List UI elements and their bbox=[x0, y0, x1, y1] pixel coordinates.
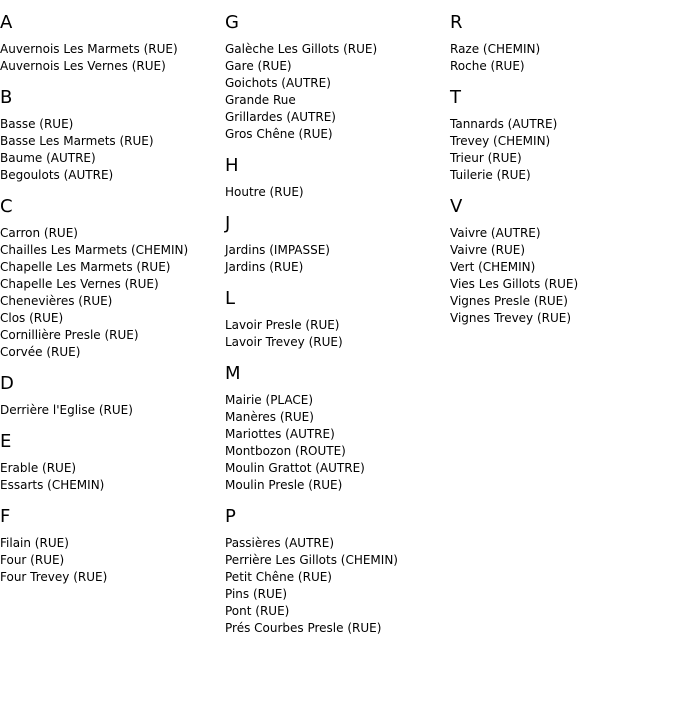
street-entry: Four (RUE) bbox=[0, 553, 65, 567]
street-entry: Manères (RUE) bbox=[225, 410, 314, 424]
street-entry: Basse Les Marmets (RUE) bbox=[0, 134, 154, 148]
index-column-3 bbox=[450, 0, 670, 327]
street-entry: Auvernois Les Vernes (RUE) bbox=[0, 59, 166, 73]
street-entry: Chailles Les Marmets (CHEMIN) bbox=[0, 243, 189, 257]
street-entry: Moulin Grattot (AUTRE) bbox=[225, 461, 365, 475]
street-entry: Mairie (PLACE) bbox=[225, 393, 314, 407]
street-entry: Gare (RUE) bbox=[225, 59, 292, 73]
letter-heading: G bbox=[225, 12, 239, 33]
letter-heading: B bbox=[0, 87, 13, 108]
street-entry: Vignes Presle (RUE) bbox=[450, 294, 568, 308]
street-entry: Grande Rue bbox=[225, 93, 296, 107]
letter-group-c bbox=[0, 196, 220, 361]
letter-heading: P bbox=[225, 506, 236, 527]
street-entry: Jardins (RUE) bbox=[225, 260, 304, 274]
street-entry: Chapelle Les Vernes (RUE) bbox=[0, 277, 159, 291]
street-entry: Roche (RUE) bbox=[450, 59, 525, 73]
letter-heading: R bbox=[450, 12, 463, 33]
street-entry: Tuilerie (RUE) bbox=[450, 168, 531, 182]
letter-group-m bbox=[225, 363, 445, 494]
street-entry: Houtre (RUE) bbox=[225, 185, 304, 199]
street-entry: Begoulots (AUTRE) bbox=[0, 168, 114, 182]
street-entry: Gros Chêne (RUE) bbox=[225, 127, 333, 141]
street-entry: Basse (RUE) bbox=[0, 117, 74, 131]
street-entry: Lavoir Presle (RUE) bbox=[225, 318, 340, 332]
letter-group-a bbox=[0, 12, 220, 75]
letter-group-t bbox=[450, 87, 670, 184]
letter-group-e bbox=[0, 431, 220, 494]
letter-group-r bbox=[450, 12, 670, 75]
street-entry: Auvernois Les Marmets (RUE) bbox=[0, 42, 178, 56]
street-entry: Vies Les Gillots (RUE) bbox=[450, 277, 579, 291]
street-entry: Montbozon (ROUTE) bbox=[225, 444, 346, 458]
street-entry: Grillardes (AUTRE) bbox=[225, 110, 336, 124]
street-entry: Trevey (CHEMIN) bbox=[450, 134, 551, 148]
letter-heading: V bbox=[450, 196, 463, 217]
street-entry: Galèche Les Gillots (RUE) bbox=[225, 42, 378, 56]
street-entry: Vaivre (AUTRE) bbox=[450, 226, 541, 240]
street-entry: Goichots (AUTRE) bbox=[225, 76, 331, 90]
street-entry: Carron (RUE) bbox=[0, 226, 78, 240]
street-entry: Trieur (RUE) bbox=[450, 151, 522, 165]
letter-heading: M bbox=[225, 363, 241, 384]
street-entry: Pont (RUE) bbox=[225, 604, 290, 618]
letter-group-h bbox=[225, 155, 445, 201]
letter-group-d bbox=[0, 373, 220, 419]
letter-group-f bbox=[0, 506, 220, 586]
index-column-1 bbox=[0, 0, 220, 586]
letter-heading: F bbox=[0, 506, 11, 527]
street-entry: Filain (RUE) bbox=[0, 536, 69, 550]
street-entry: Pins (RUE) bbox=[225, 587, 288, 601]
street-entry: Petit Chêne (RUE) bbox=[225, 570, 332, 584]
street-entry: Essarts (CHEMIN) bbox=[0, 478, 105, 492]
index-column-2 bbox=[225, 0, 445, 637]
letter-heading: T bbox=[450, 87, 461, 108]
letter-heading: H bbox=[225, 155, 239, 176]
street-entry: Derrière l'Eglise (RUE) bbox=[0, 403, 133, 417]
street-entry: Corvée (RUE) bbox=[0, 345, 81, 359]
letter-heading: L bbox=[225, 288, 236, 309]
letter-group-p bbox=[225, 506, 445, 637]
letter-heading: J bbox=[225, 213, 231, 234]
street-entry: Moulin Presle (RUE) bbox=[225, 478, 343, 492]
street-entry: Four Trevey (RUE) bbox=[0, 570, 108, 584]
letter-heading: A bbox=[0, 12, 13, 33]
street-entry: Vaivre (RUE) bbox=[450, 243, 525, 257]
street-entry: Cornillière Presle (RUE) bbox=[0, 328, 139, 342]
letter-group-j bbox=[225, 213, 445, 276]
letter-group-b bbox=[0, 87, 220, 184]
letter-group-v bbox=[450, 196, 670, 327]
street-entry: Tannards (AUTRE) bbox=[450, 117, 558, 131]
letter-group-l bbox=[225, 288, 445, 351]
letter-group-g bbox=[225, 12, 445, 143]
street-entry: Baume (AUTRE) bbox=[0, 151, 96, 165]
street-entry: Raze (CHEMIN) bbox=[450, 42, 541, 56]
street-entry: Chenevières (RUE) bbox=[0, 294, 113, 308]
street-entry: Mariottes (AUTRE) bbox=[225, 427, 335, 441]
street-entry: Prés Courbes Presle (RUE) bbox=[225, 621, 382, 635]
street-entry: Lavoir Trevey (RUE) bbox=[225, 335, 343, 349]
letter-heading: C bbox=[0, 196, 13, 217]
letter-heading: E bbox=[0, 431, 12, 452]
street-entry: Perrière Les Gillots (CHEMIN) bbox=[225, 553, 398, 567]
street-entry: Jardins (IMPASSE) bbox=[225, 243, 330, 257]
street-entry: Chapelle Les Marmets (RUE) bbox=[0, 260, 171, 274]
street-entry: Vignes Trevey (RUE) bbox=[450, 311, 572, 325]
street-entry: Vert (CHEMIN) bbox=[450, 260, 536, 274]
street-entry: Erable (RUE) bbox=[0, 461, 77, 475]
street-entry: Clos (RUE) bbox=[0, 311, 64, 325]
letter-heading: D bbox=[0, 373, 14, 394]
street-entry: Passières (AUTRE) bbox=[225, 536, 334, 550]
